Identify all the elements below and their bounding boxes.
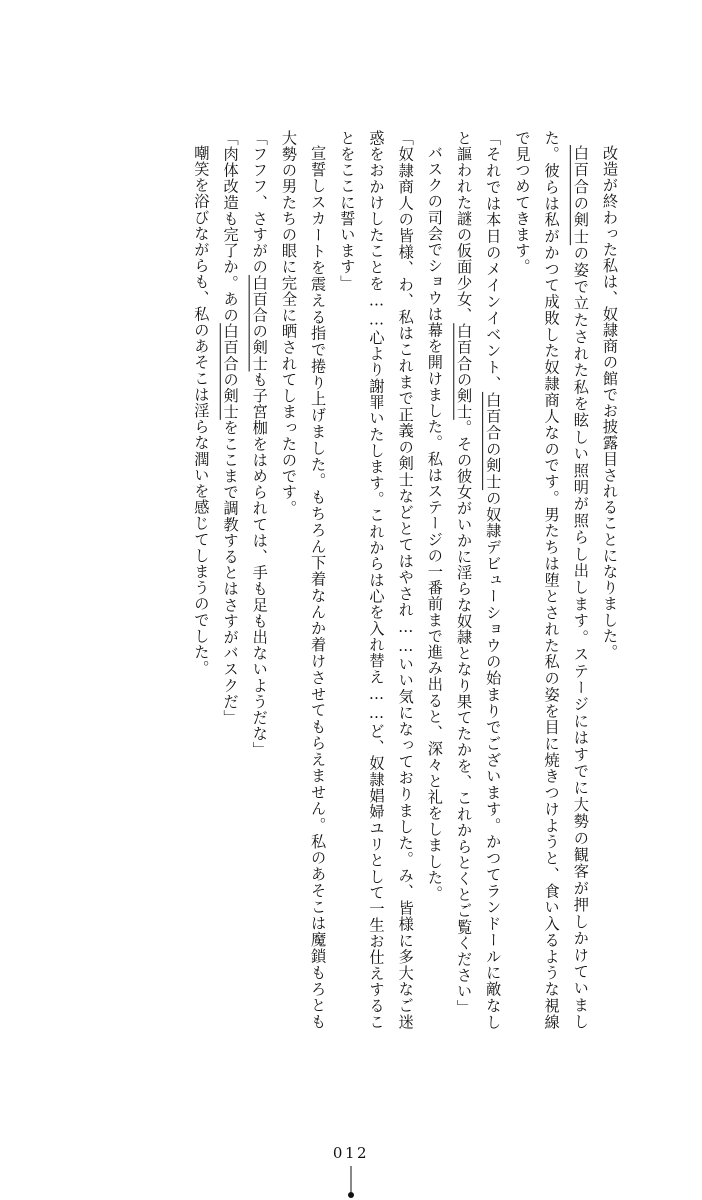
folio-rule <box>351 1166 352 1192</box>
emphasis-underline: 白百合の剣士 <box>221 323 240 420</box>
emphasis-underline: 白百合の剣士 <box>250 274 269 372</box>
emphasis-underline: 白百合の剣士 <box>571 145 590 246</box>
page-body-text <box>78 130 624 1030</box>
paragraph: 宣誓しスカートを震える指で捲り上げました。もちろん下着なんか着けさせてもらえません。私のあそこは魔鎖もろとも大勢の男たちの眼に完全に晒されてしまったのです。 <box>279 130 328 1030</box>
paragraph: バスクの司会でショウは幕を開けました。私はステージの一番前まで進み出ると、深々と礼をしました。 <box>425 145 444 902</box>
folio-dot <box>348 1192 354 1198</box>
paragraph: 嘲笑を浴びながらも、私のあそこは淫らな潤いを感じてしまうのでした。 <box>192 145 211 677</box>
paragraph: 「それでは本日のメインイベント、白百合の剣士の奴隷デビューショウの始まりでございます。かつてランドールに敵なしと謳われた謎の仮面少女、白百合の剣士。その彼女がいかに淫らな奴隷となり果てたかを、これからとくとご覧ください」 <box>455 130 503 1030</box>
paragraph: 「肉体改造も完了か。あの白百合の剣士をここまで調教するとはさすがバスクだ」 <box>221 130 240 726</box>
paragraph: 「フフフ、さすがの白百合の剣士も子宮枷をはめられては、手も足も出ないようだな」 <box>250 130 269 758</box>
emphasis-underline: 白百合の剣士 <box>455 323 474 420</box>
paragraph: 「奴隷商人の皆様、わ、私はこれまで正義の剣士などとてはやされ……いい気になっておりました。み、皆様に多大なご迷惑をおかけしたことを……心より謝罪いたします。これからは心を入れ替え……ど、奴隷娼婦ユリとして一生お仕えすることをここに誓います」 <box>338 130 415 1030</box>
page-number: 012 <box>332 1144 370 1162</box>
paragraph: 白百合の剣士の姿で立たされた私を眩しい照明が照らし出します。ステージにはすでに大勢の観客が押しかけていました。彼らは私がかつて成敗した奴隷商人なのです。男たちは堕とされた私の姿を目に焼きつけようと、食い入るような視線で見つめてきます。 <box>513 130 590 1031</box>
emphasis-underline: 白百合の剣士 <box>484 391 503 491</box>
paragraph: 改造が終わった私は、奴隷商の館でお披露目されることになりました。 <box>601 145 619 661</box>
